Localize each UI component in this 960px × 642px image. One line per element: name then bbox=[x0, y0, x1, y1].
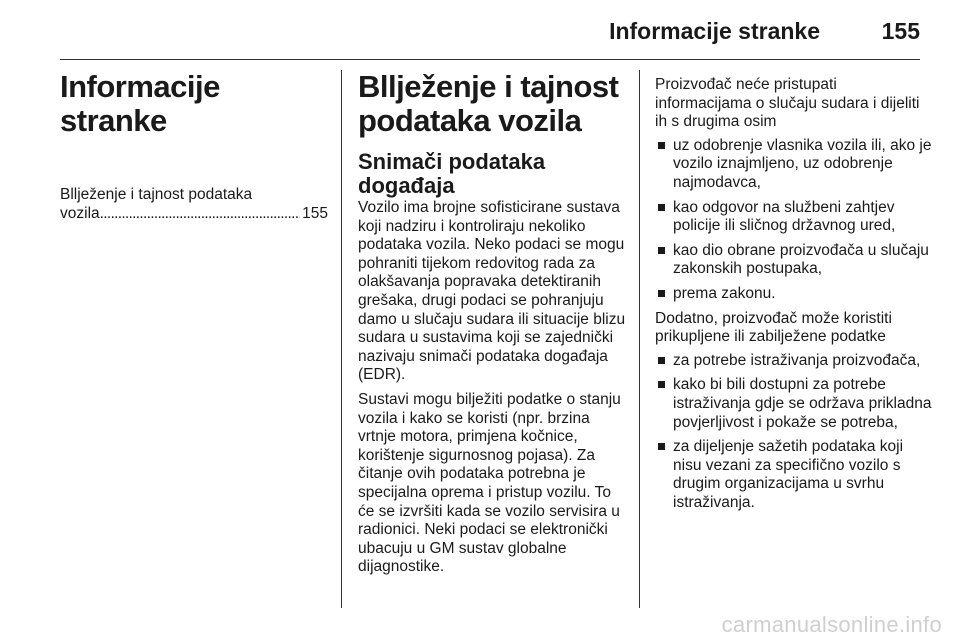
section-title-line2: podataka vozila bbox=[358, 103, 582, 138]
column-right bbox=[655, 70, 933, 518]
middle-paragraph: Dodatno, proizvođač može koristiti prikupljene ili zabilježene podatke bbox=[655, 309, 892, 346]
list-item: uz odobrenje vlasnika vozila ili, ako je vozilo iznajmljeno, uz odobrenje najmodavca, bbox=[655, 137, 933, 193]
body-paragraph: Sustavi mogu bilježiti podatke o stanju vozila i kako se koristi (npr. brzina vrtnje motora, primjena kočnice, korištenje sigurnosnog pojasa). Za čitanje ovih podataka potrebna je specijalna oprema i pristup vozilu. To će se izvršiti kada se vozilo servisira u radionici. Neki podaci se elektronički ubacuju u GM sustav globalne dijagnostike. bbox=[358, 390, 621, 576]
list-item: za dijeljenje sažetih podataka koji nisu vezani za specifično vozilo s drugim organizacijama u svrhu istraživanja. bbox=[655, 438, 933, 512]
toc-page-number: 155 bbox=[302, 204, 328, 222]
section-title-line1: Bllježenje i tajnost bbox=[358, 69, 619, 104]
column-main bbox=[358, 70, 626, 577]
list-item: kako bi bili dostupni za potrebe istraživanja gdje se održava prikladna povjerljivost i pokaže se potreba, bbox=[655, 376, 933, 432]
column-divider-2 bbox=[639, 70, 640, 608]
bullet-list-usage bbox=[655, 352, 933, 513]
list-item: prema zakonu. bbox=[655, 285, 933, 304]
subsection-title-line1: Snimači podataka bbox=[358, 149, 546, 174]
subsection-title-line2: događaja bbox=[358, 173, 455, 198]
intro-paragraph: Proizvođač neće pristupati informacijama o slučaju sudara i dijeliti ih s drugima osim bbox=[655, 76, 920, 131]
list-item: za potrebe istraživanja proizvođača, bbox=[655, 352, 933, 371]
subsection-title bbox=[358, 150, 626, 198]
watermark: carmanualsonline.info bbox=[721, 612, 942, 637]
column-toc bbox=[60, 70, 328, 223]
column-divider-1 bbox=[341, 70, 342, 608]
toc-leader-dots bbox=[100, 205, 300, 224]
header-rule bbox=[60, 59, 920, 60]
bullet-list-disclosure bbox=[655, 137, 933, 304]
chapter-title: Informacije stranke bbox=[60, 69, 220, 138]
list-item: kao dio obrane proizvođača u slučaju zakonskih postupaka, bbox=[655, 242, 933, 279]
body-paragraph: Vozilo ima brojne sofisticirane sustava koji nadziru i kontroliraju nekoliko podataka vozila. Neko podaci se mogu pohraniti tijekom redovitog rada za olakšavanja popravaka detektiranih grešaka, drugi podaci se pohranjuju damo u slučaju sudara ili situacije blizu sudara u sustavima koji se zajednički nazivaju snimači podataka događaja (EDR). bbox=[358, 199, 626, 384]
toc-entry[interactable] bbox=[60, 186, 328, 223]
header-title: Informacije stranke bbox=[609, 18, 820, 44]
page-number: 155 bbox=[881, 18, 920, 44]
section-title bbox=[358, 70, 626, 138]
list-item: kao odgovor na službeni zahtjev policije ili sličnog državnog ured, bbox=[655, 199, 933, 236]
toc-entry-line2: vozila bbox=[60, 204, 100, 222]
toc-entry-line1: Bllježenje i tajnost podataka bbox=[60, 186, 253, 203]
